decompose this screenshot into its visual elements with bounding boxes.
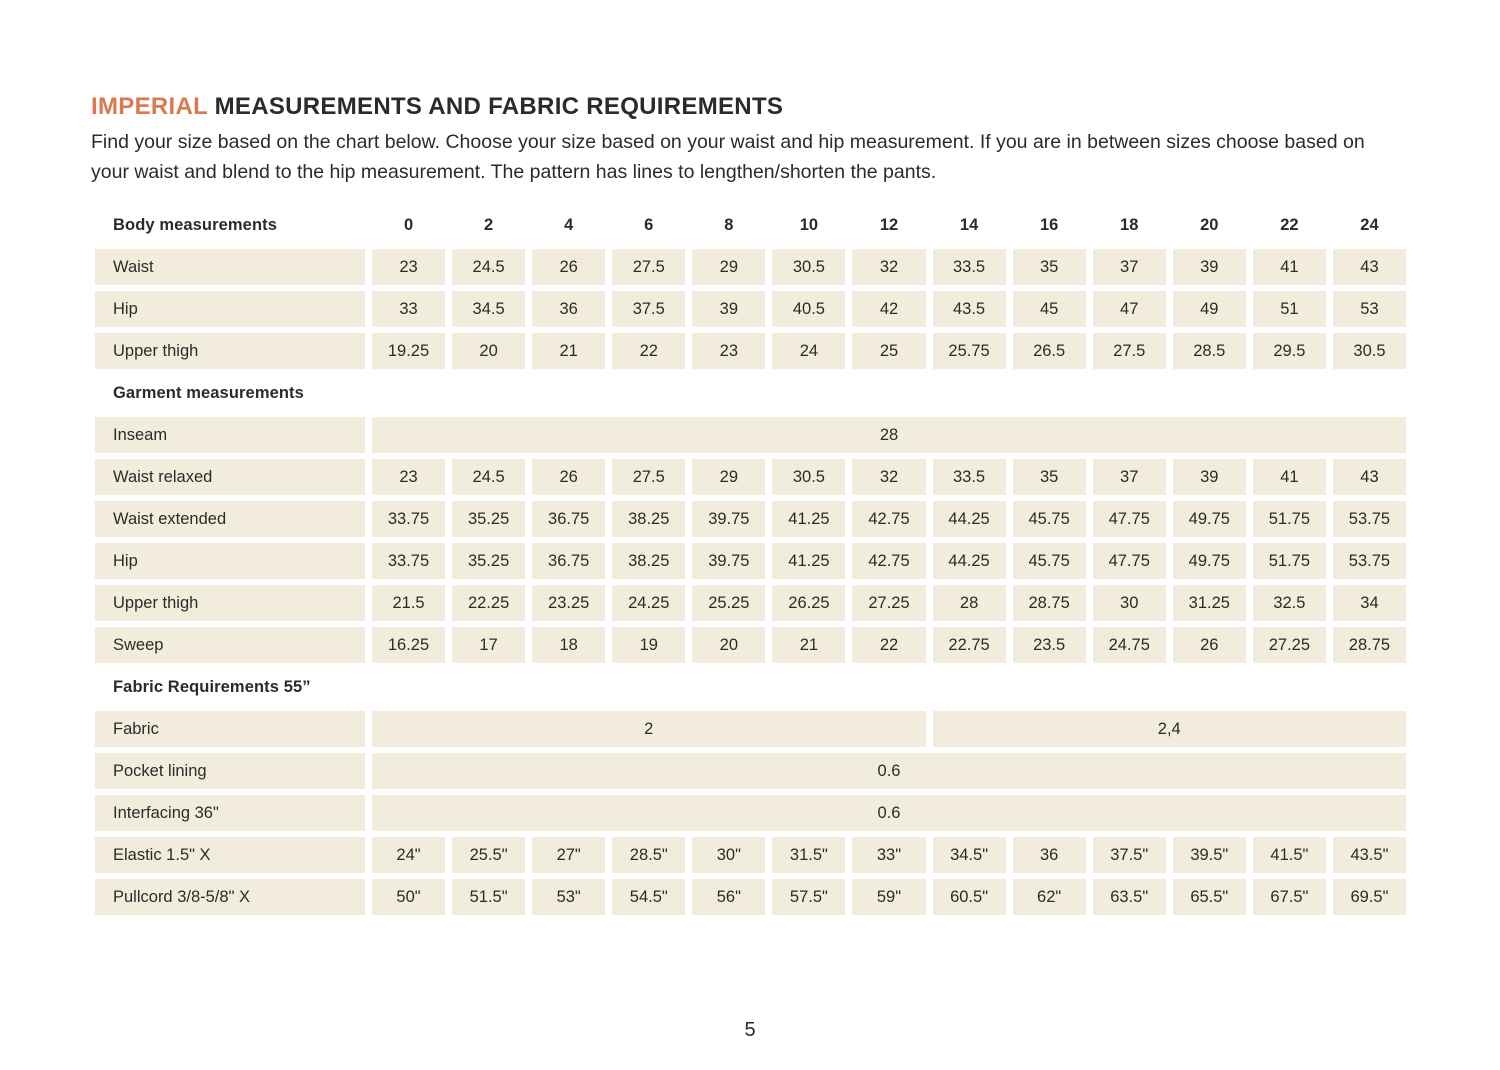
row-label: Pullcord 3/8-5/8" X [95,879,365,915]
value-cell: 39.5" [1173,837,1246,873]
value-cell: 22 [852,627,925,663]
value-cell: 41.25 [772,543,845,579]
value-cell: 28 [372,417,1406,453]
value-cell: 45 [1013,291,1086,327]
value-cell: 25.5" [452,837,525,873]
value-cell: 50" [372,879,445,915]
row-label: Inseam [95,417,365,453]
section-header-row [95,209,1406,241]
value-cell: 23 [692,333,765,369]
value-cell: 21 [532,333,605,369]
value-cell: 30 [1093,585,1166,621]
value-cell: 24.5 [452,249,525,285]
value-cell: 47.75 [1093,543,1166,579]
value-cell: 24.5 [452,459,525,495]
value-cell: 19 [612,627,685,663]
row-label: Elastic 1.5" X [95,837,365,873]
value-cell: 16.25 [372,627,445,663]
value-cell: 53.75 [1333,543,1406,579]
value-cell: 31.25 [1173,585,1246,621]
value-cell: 31.5" [772,837,845,873]
value-cell: 42.75 [852,543,925,579]
table-row [95,249,1406,285]
value-cell: 37.5 [612,291,685,327]
value-cell: 42 [852,291,925,327]
value-cell: 49 [1173,291,1246,327]
value-cell: 59" [852,879,925,915]
value-cell: 35 [1013,249,1086,285]
size-column-header: 4 [564,215,574,234]
size-column-header: 6 [644,215,654,234]
value-cell: 28.75 [1333,627,1406,663]
value-cell: 27.5 [612,249,685,285]
value-cell: 28 [933,585,1006,621]
row-label: Sweep [95,627,365,663]
value-cell: 33.5 [933,249,1006,285]
value-cell: 43 [1333,249,1406,285]
value-cell: 35.25 [452,543,525,579]
size-chart [95,209,1406,915]
size-column-header: 12 [879,215,899,234]
page-number: 5 [744,1019,756,1041]
value-cell: 30.5 [772,459,845,495]
value-cell: 42.75 [852,501,925,537]
value-cell: 53" [532,879,605,915]
value-cell: 53 [1333,291,1406,327]
intro-paragraph: Find your size based on the chart below. Choose your size based on your waist and hip measurement. If you are in between sizes choose based on your waist and blend to the hip measurement. The pattern has lines to lengthen/shorten the pants. [91,131,1365,183]
value-cell: 24.25 [612,585,685,621]
section-header: Fabric Requirements 55” [113,677,311,696]
size-column-header: 24 [1360,215,1379,234]
value-cell: 18 [532,627,605,663]
value-cell: 23 [372,459,445,495]
row-label: Hip [95,291,365,327]
size-column-header: 16 [1039,215,1059,234]
value-cell: 0.6 [372,795,1406,831]
value-cell: 27.25 [1253,627,1326,663]
value-cell: 41.25 [772,501,845,537]
value-cell: 43 [1333,459,1406,495]
row-label: Hip [95,543,365,579]
value-cell: 32.5 [1253,585,1326,621]
title-highlight: IMPERIAL [91,93,208,120]
title-rest: MEASUREMENTS AND FABRIC REQUIREMENTS [207,93,784,120]
value-cell: 21.5 [372,585,445,621]
value-cell: 43.5 [933,291,1006,327]
row-label: Upper thigh [95,333,365,369]
value-cell: 40.5 [772,291,845,327]
value-cell: 37 [1093,249,1166,285]
value-cell: 32 [852,459,925,495]
value-cell: 34.5 [452,291,525,327]
value-cell: 39 [1173,249,1246,285]
value-cell: 19.25 [372,333,445,369]
value-cell: 54.5" [612,879,685,915]
value-cell: 22 [612,333,685,369]
value-cell: 32 [852,249,925,285]
value-cell: 57.5" [772,879,845,915]
page-title [91,92,1406,122]
size-column-header: 22 [1280,215,1299,234]
table-row [95,711,1406,747]
row-label: Interfacing 36" [95,795,365,831]
row-label: Upper thigh [95,585,365,621]
value-cell: 30.5 [772,249,845,285]
row-label: Waist [95,249,365,285]
value-cell: 62" [1013,879,1086,915]
value-cell: 51 [1253,291,1326,327]
value-cell: 33.75 [372,501,445,537]
value-cell: 24.75 [1093,627,1166,663]
value-cell: 69.5" [1333,879,1406,915]
value-cell: 39.75 [692,543,765,579]
section-header-row [95,671,1406,703]
value-cell: 45.75 [1013,501,1086,537]
value-cell: 23 [372,249,445,285]
table-row [95,795,1406,831]
value-cell: 47.75 [1093,501,1166,537]
value-cell: 20 [692,627,765,663]
value-cell: 39 [692,291,765,327]
value-cell: 30.5 [1333,333,1406,369]
value-cell: 39 [1173,459,1246,495]
value-cell: 27.25 [852,585,925,621]
table-row [95,417,1406,453]
value-cell: 41.5" [1253,837,1326,873]
value-cell: 27.5 [1093,333,1166,369]
value-cell: 36.75 [532,501,605,537]
value-cell: 17 [452,627,525,663]
value-cell: 21 [772,627,845,663]
value-cell: 24 [772,333,845,369]
value-cell: 27" [532,837,605,873]
value-cell: 51.5" [452,879,525,915]
value-cell: 47 [1093,291,1166,327]
value-cell: 22.75 [933,627,1006,663]
value-cell: 27.5 [612,459,685,495]
value-cell: 51.75 [1253,501,1326,537]
value-cell: 28.75 [1013,585,1086,621]
value-cell: 45.75 [1013,543,1086,579]
value-cell: 67.5" [1253,879,1326,915]
value-cell: 25 [852,333,925,369]
table-row [95,291,1406,327]
value-cell: 22.25 [452,585,525,621]
value-cell: 23.5 [1013,627,1086,663]
value-cell: 29 [692,249,765,285]
table-row [95,333,1406,369]
size-column-header: 0 [403,215,414,234]
value-cell: 34 [1333,585,1406,621]
row-label: Fabric [95,711,365,747]
value-cell: 39.75 [692,501,765,537]
value-cell: 53.75 [1333,501,1406,537]
table-row [95,543,1406,579]
value-cell: 33 [372,291,445,327]
value-cell: 49.75 [1173,501,1246,537]
table-row [95,459,1406,495]
value-cell: 51.75 [1253,543,1326,579]
value-cell: 41 [1253,459,1326,495]
value-cell: 60.5" [933,879,1006,915]
value-cell: 26.25 [772,585,845,621]
value-cell: 33" [852,837,925,873]
row-label: Waist extended [95,501,365,537]
value-cell: 23.25 [532,585,605,621]
size-column-header: 14 [959,215,979,234]
value-cell: 34.5" [933,837,1006,873]
value-cell: 63.5" [1093,879,1166,915]
size-column-header: 18 [1120,215,1139,234]
value-cell: 35 [1013,459,1086,495]
table-row [95,837,1406,873]
value-cell: 38.25 [612,501,685,537]
row-label: Pocket lining [95,753,365,789]
value-cell: 2 [372,711,926,747]
section-header: Body measurements [113,215,278,234]
value-cell: 33.75 [372,543,445,579]
table-row [95,753,1406,789]
value-cell: 35.25 [452,501,525,537]
value-cell: 0.6 [372,753,1406,789]
row-label: Waist relaxed [95,459,365,495]
value-cell: 44.25 [933,501,1006,537]
value-cell: 37 [1093,459,1166,495]
value-cell: 37.5" [1093,837,1166,873]
value-cell: 36 [1013,837,1086,873]
value-cell: 30" [692,837,765,873]
value-cell: 26 [532,249,605,285]
size-column-header: 10 [799,215,819,234]
section-header: Garment measurements [113,383,304,402]
value-cell: 29.5 [1253,333,1326,369]
value-cell: 20 [452,333,525,369]
section-header-row [95,377,1406,409]
value-cell: 29 [692,459,765,495]
value-cell: 24" [372,837,445,873]
value-cell: 36.75 [532,543,605,579]
value-cell: 38.25 [612,543,685,579]
value-cell: 28.5 [1173,333,1246,369]
value-cell: 56" [692,879,765,915]
table-row [95,627,1406,663]
table-row [95,585,1406,621]
value-cell: 41 [1253,249,1326,285]
value-cell: 26 [532,459,605,495]
value-cell: 25.25 [692,585,765,621]
table-row [95,501,1406,537]
value-cell: 26.5 [1013,333,1086,369]
value-cell: 65.5" [1173,879,1246,915]
value-cell: 43.5" [1333,837,1406,873]
size-column-header: 2 [484,215,494,234]
value-cell: 36 [532,291,605,327]
value-cell: 25.75 [933,333,1006,369]
value-cell: 26 [1173,627,1246,663]
value-cell: 28.5" [612,837,685,873]
value-cell: 44.25 [933,543,1006,579]
value-cell: 2,4 [933,711,1406,747]
value-cell: 33.5 [933,459,1006,495]
table-row [95,879,1406,915]
size-column-header: 20 [1200,215,1219,234]
value-cell: 49.75 [1173,543,1246,579]
size-column-header: 8 [724,215,734,234]
